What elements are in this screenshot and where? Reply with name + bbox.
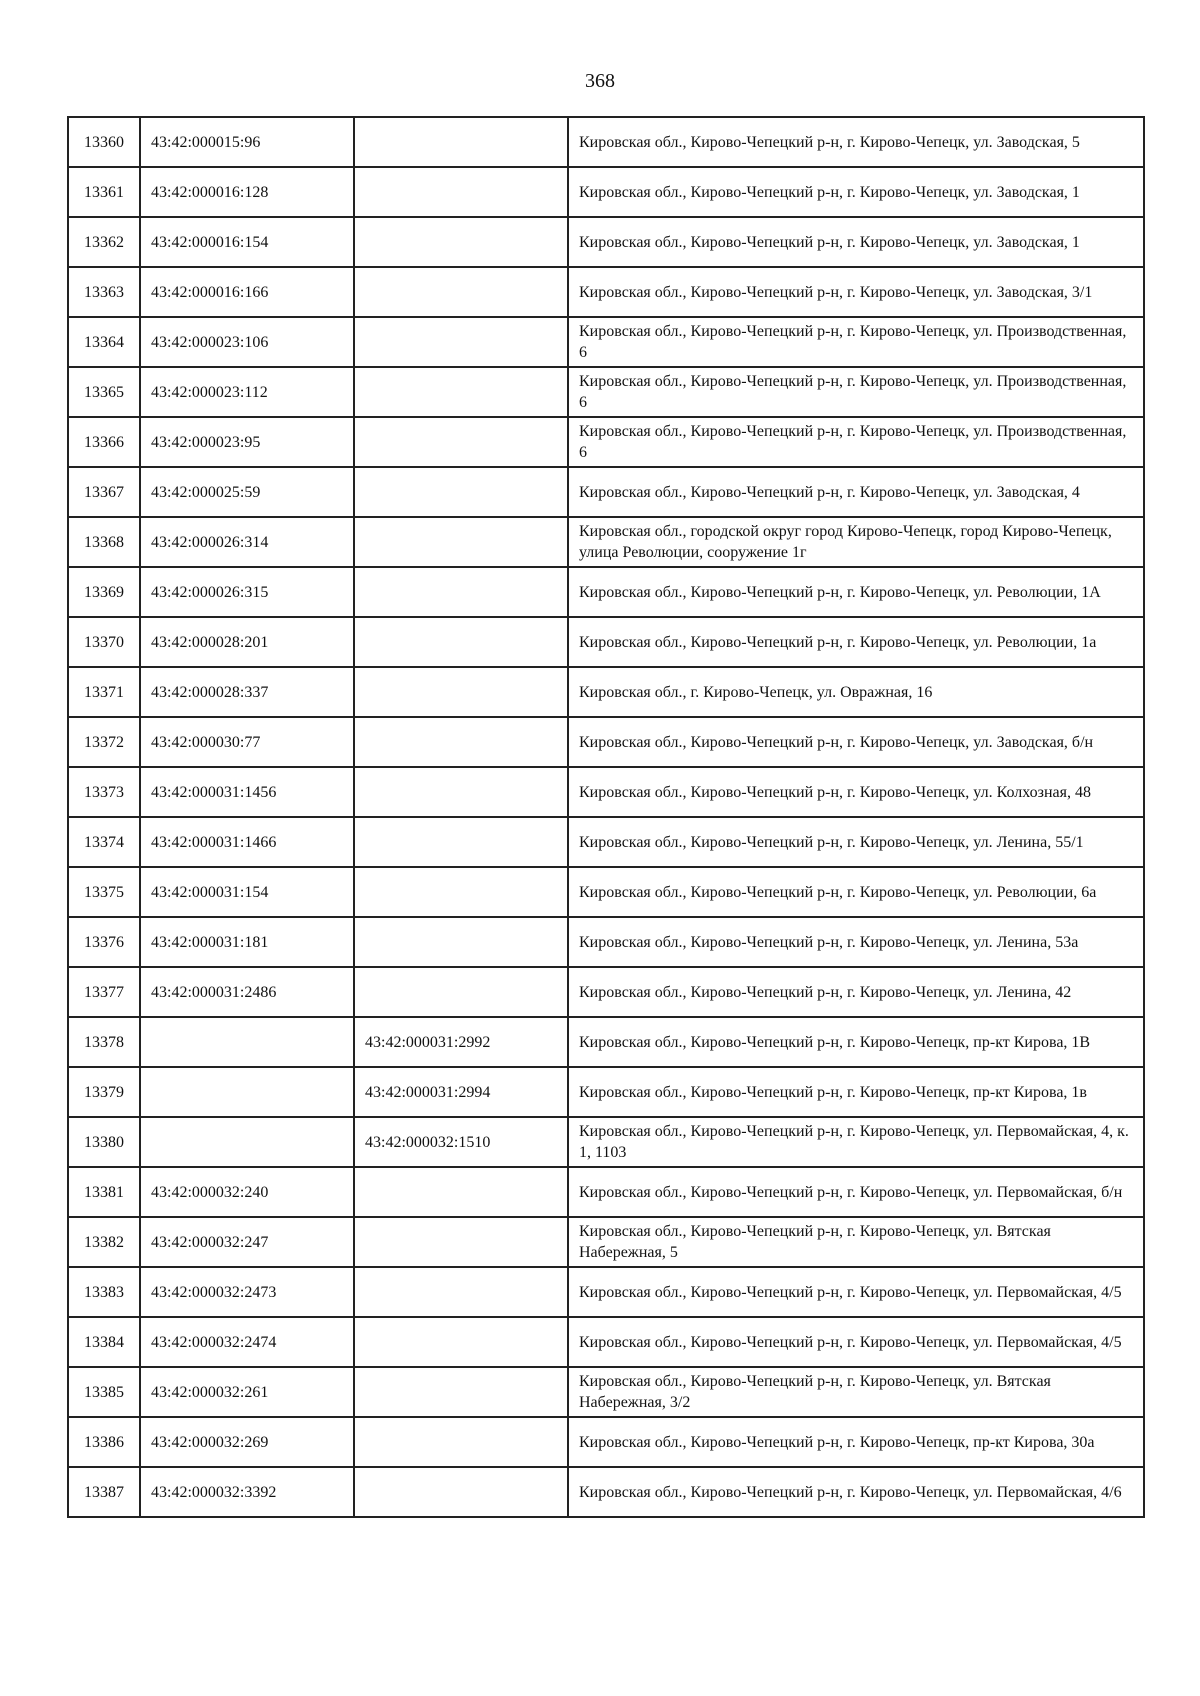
address-cell: Кировская обл., Кирово-Чепецкий р-н, г. Кирово-Чепецк, ул. Ленина, 55/1 [568,817,1144,867]
row-number-cell: 13378 [68,1017,140,1067]
table-row [68,567,1144,617]
row-number-cell: 13379 [68,1067,140,1117]
table-row [68,367,1144,417]
table-row [68,117,1144,167]
cadastral-number-secondary-cell [354,867,568,917]
table-row [68,317,1144,367]
table-row [68,867,1144,917]
address-cell: Кировская обл., Кирово-Чепецкий р-н, г. Кирово-Чепецк, ул. Первомайская, 4, к. 1, 1103 [568,1117,1144,1167]
table-row [68,217,1144,267]
cadastral-number-secondary-cell [354,1467,568,1517]
cadastral-number-cell: 43:42:000030:77 [140,717,354,767]
table-row [68,167,1144,217]
cadastral-number-cell: 43:42:000031:1456 [140,767,354,817]
cadastral-number-cell: 43:42:000032:3392 [140,1467,354,1517]
cadastral-number-cell: 43:42:000026:315 [140,567,354,617]
row-number-cell: 13385 [68,1367,140,1417]
cadastral-number-cell: 43:42:000031:154 [140,867,354,917]
address-cell: Кировская обл., Кирово-Чепецкий р-н, г. Кирово-Чепецк, ул. Революции, 6а [568,867,1144,917]
table-row [68,1367,1144,1417]
row-number-cell: 13382 [68,1217,140,1267]
address-cell: Кировская обл., Кирово-Чепецкий р-н, г. Кирово-Чепецк, ул. Вятская Набережная, 3/2 [568,1367,1144,1417]
cadastral-number-cell: 43:42:000031:2486 [140,967,354,1017]
table-row [68,767,1144,817]
registry-table [67,116,1145,1518]
table-row [68,417,1144,467]
address-cell: Кировская обл., Кирово-Чепецкий р-н, г. Кирово-Чепецк, ул. Революции, 1А [568,567,1144,617]
row-number-cell: 13363 [68,267,140,317]
cadastral-number-cell: 43:42:000015:96 [140,117,354,167]
table-row [68,617,1144,667]
cadastral-number-cell: 43:42:000028:201 [140,617,354,667]
table-row [68,817,1144,867]
address-cell: Кировская обл., Кирово-Чепецкий р-н, г. Кирово-Чепецк, ул. Заводская, 3/1 [568,267,1144,317]
cadastral-number-cell: 43:42:000032:261 [140,1367,354,1417]
cadastral-number-secondary-cell [354,717,568,767]
cadastral-number-secondary-cell [354,1267,568,1317]
row-number-cell: 13380 [68,1117,140,1167]
row-number-cell: 13369 [68,567,140,617]
address-cell: Кировская обл., Кирово-Чепецкий р-н, г. Кирово-Чепецк, ул. Производственная, 6 [568,317,1144,367]
address-cell: Кировская обл., Кирово-Чепецкий р-н, г. Кирово-Чепецк, ул. Заводская, 4 [568,467,1144,517]
page-number: 368 [585,70,615,92]
row-number-cell: 13365 [68,367,140,417]
address-cell: Кировская обл., Кирово-Чепецкий р-н, г. Кирово-Чепецк, ул. Заводская, б/н [568,717,1144,767]
address-cell: Кировская обл., Кирово-Чепецкий р-н, г. Кирово-Чепецк, ул. Производственная, 6 [568,417,1144,467]
address-cell: Кировская обл., Кирово-Чепецкий р-н, г. Кирово-Чепецк, ул. Первомайская, 4/6 [568,1467,1144,1517]
cadastral-number-secondary-cell [354,317,568,367]
row-number-cell: 13361 [68,167,140,217]
cadastral-number-secondary-cell [354,267,568,317]
table-row [68,517,1144,567]
row-number-cell: 13360 [68,117,140,167]
row-number-cell: 13375 [68,867,140,917]
address-cell: Кировская обл., г. Кирово-Чепецк, ул. Овражная, 16 [568,667,1144,717]
table-row [68,1467,1144,1517]
table-row [68,1317,1144,1367]
address-cell: Кировская обл., Кирово-Чепецкий р-н, г. Кирово-Чепецк, ул. Революции, 1а [568,617,1144,667]
address-cell: Кировская обл., Кирово-Чепецкий р-н, г. Кирово-Чепецк, ул. Первомайская, б/н [568,1167,1144,1217]
row-number-cell: 13377 [68,967,140,1017]
cadastral-number-cell: 43:42:000016:166 [140,267,354,317]
cadastral-number-cell: 43:42:000032:2473 [140,1267,354,1317]
registry-table-body [68,117,1144,1517]
row-number-cell: 13373 [68,767,140,817]
table-row [68,467,1144,517]
cadastral-number-cell: 43:42:000025:59 [140,467,354,517]
cadastral-number-secondary-cell: 43:42:000031:2994 [354,1067,568,1117]
table-row [68,967,1144,1017]
cadastral-number-cell: 43:42:000023:106 [140,317,354,367]
address-cell: Кировская обл., Кирово-Чепецкий р-н, г. Кирово-Чепецк, пр-кт Кирова, 1В [568,1017,1144,1067]
cadastral-number-cell: 43:42:000016:154 [140,217,354,267]
cadastral-number-secondary-cell [354,817,568,867]
cadastral-number-secondary-cell [354,167,568,217]
cadastral-number-secondary-cell [354,667,568,717]
row-number-cell: 13371 [68,667,140,717]
table-row [68,667,1144,717]
cadastral-number-secondary-cell [354,767,568,817]
row-number-cell: 13386 [68,1417,140,1467]
cadastral-number-secondary-cell [354,417,568,467]
row-number-cell: 13387 [68,1467,140,1517]
cadastral-number-cell: 43:42:000032:269 [140,1417,354,1467]
cadastral-number-secondary-cell [354,1217,568,1267]
address-cell: Кировская обл., Кирово-Чепецкий р-н, г. Кирово-Чепецк, ул. Колхозная, 48 [568,767,1144,817]
cadastral-number-secondary-cell [354,617,568,667]
table-row [68,1117,1144,1167]
address-cell: Кировская обл., Кирово-Чепецкий р-н, г. Кирово-Чепецк, ул. Первомайская, 4/5 [568,1267,1144,1317]
table-row [68,917,1144,967]
cadastral-number-secondary-cell [354,217,568,267]
cadastral-number-secondary-cell [354,917,568,967]
cadastral-number-secondary-cell [354,1367,568,1417]
address-cell: Кировская обл., Кирово-Чепецкий р-н, г. Кирово-Чепецк, ул. Производственная, 6 [568,367,1144,417]
address-cell: Кировская обл., Кирово-Чепецкий р-н, г. Кирово-Чепецк, ул. Заводская, 5 [568,117,1144,167]
table-row [68,267,1144,317]
cadastral-number-cell: 43:42:000028:337 [140,667,354,717]
cadastral-number-secondary-cell [354,517,568,567]
cadastral-number-secondary-cell [354,567,568,617]
address-cell: Кировская обл., Кирово-Чепецкий р-н, г. Кирово-Чепецк, ул. Ленина, 53а [568,917,1144,967]
cadastral-number-cell [140,1117,354,1167]
cadastral-number-secondary-cell [354,367,568,417]
cadastral-number-cell [140,1067,354,1117]
table-row [68,1267,1144,1317]
cadastral-number-cell [140,1017,354,1067]
row-number-cell: 13364 [68,317,140,367]
cadastral-number-cell: 43:42:000032:2474 [140,1317,354,1367]
cadastral-number-cell: 43:42:000026:314 [140,517,354,567]
row-number-cell: 13368 [68,517,140,567]
row-number-cell: 13366 [68,417,140,467]
row-number-cell: 13381 [68,1167,140,1217]
address-cell: Кировская обл., Кирово-Чепецкий р-н, г. Кирово-Чепецк, пр-кт Кирова, 1в [568,1067,1144,1117]
address-cell: Кировская обл., Кирово-Чепецкий р-н, г. Кирово-Чепецк, пр-кт Кирова, 30а [568,1417,1144,1467]
row-number-cell: 13376 [68,917,140,967]
row-number-cell: 13384 [68,1317,140,1367]
address-cell: Кировская обл., Кирово-Чепецкий р-н, г. Кирово-Чепецк, ул. Вятская Набережная, 5 [568,1217,1144,1267]
cadastral-number-cell: 43:42:000032:240 [140,1167,354,1217]
row-number-cell: 13372 [68,717,140,767]
cadastral-number-cell: 43:42:000023:112 [140,367,354,417]
address-cell: Кировская обл., Кирово-Чепецкий р-н, г. Кирово-Чепецк, ул. Заводская, 1 [568,167,1144,217]
row-number-cell: 13374 [68,817,140,867]
row-number-cell: 13362 [68,217,140,267]
cadastral-number-secondary-cell [354,967,568,1017]
cadastral-number-secondary-cell: 43:42:000032:1510 [354,1117,568,1167]
row-number-cell: 13370 [68,617,140,667]
table-row [68,1417,1144,1467]
cadastral-number-cell: 43:42:000023:95 [140,417,354,467]
cadastral-number-cell: 43:42:000032:247 [140,1217,354,1267]
cadastral-number-cell: 43:42:000031:1466 [140,817,354,867]
table-row [68,1167,1144,1217]
address-cell: Кировская обл., городской округ город Кирово-Чепецк, город Кирово-Чепецк, улица Революции, сооружение 1г [568,517,1144,567]
row-number-cell: 13367 [68,467,140,517]
cadastral-number-secondary-cell: 43:42:000031:2992 [354,1017,568,1067]
table-row [68,1067,1144,1117]
cadastral-number-secondary-cell [354,1167,568,1217]
table-row [68,1217,1144,1267]
cadastral-number-secondary-cell [354,117,568,167]
cadastral-number-secondary-cell [354,467,568,517]
address-cell: Кировская обл., Кирово-Чепецкий р-н, г. Кирово-Чепецк, ул. Первомайская, 4/5 [568,1317,1144,1367]
cadastral-number-cell: 43:42:000016:128 [140,167,354,217]
row-number-cell: 13383 [68,1267,140,1317]
cadastral-number-secondary-cell [354,1317,568,1367]
cadastral-number-secondary-cell [354,1417,568,1467]
table-row [68,717,1144,767]
address-cell: Кировская обл., Кирово-Чепецкий р-н, г. Кирово-Чепецк, ул. Ленина, 42 [568,967,1144,1017]
cadastral-number-cell: 43:42:000031:181 [140,917,354,967]
address-cell: Кировская обл., Кирово-Чепецкий р-н, г. Кирово-Чепецк, ул. Заводская, 1 [568,217,1144,267]
table-row [68,1017,1144,1067]
